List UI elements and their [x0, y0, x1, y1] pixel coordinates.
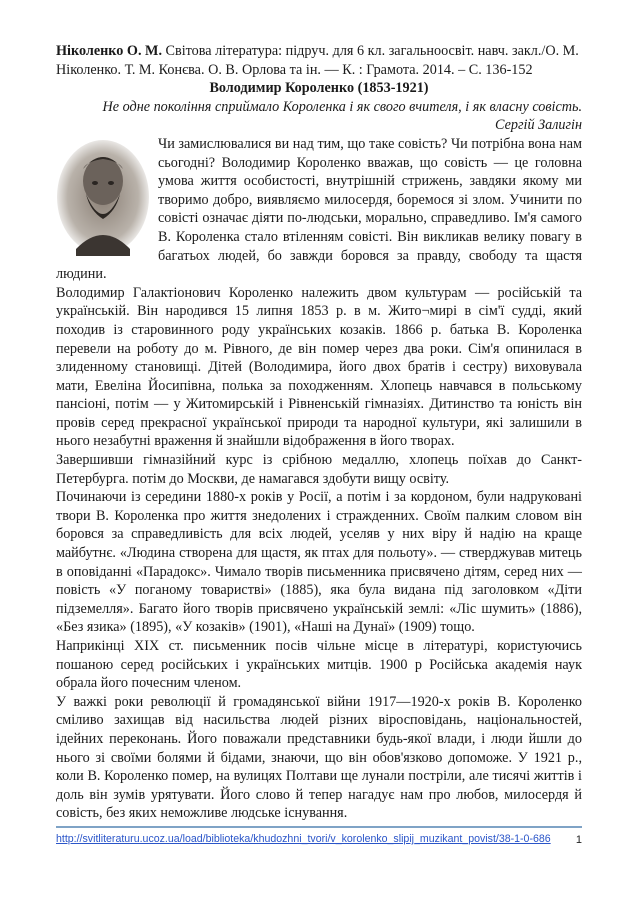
- source-link[interactable]: http://svitliteraturu.ucoz.ua/load/biblioteka/khudozhni_tvori/v_korolenko_slipij_muzikant_povist/38-1-0-686: [56, 833, 551, 845]
- intro-block: [56, 135, 582, 284]
- page-footer: [56, 826, 582, 846]
- paragraph-biography: Володимир Галактіонович Короленко належить двом культурам — російській та українській. Він народився 15 липня 1853 р. в м. Жито¬мирі в сім'ї судді, який походив із старовинного роду українських козаків. 1866 р. батька В. Короленка перевели на роботу до м. Рівного, де він помер через два роки. Сім'я опинилася в злиденному становищі. Дітей (Володимира, його двох братів і сестру) виховувала мати, Евеліна Йосипівна, полька за походженням. Хлопець навчався в польському пансіоні, потім — у Житомирській і Рівненській гімназіях. Дитинство та юність він провів серед прекрасної української природи та народної культури, які залишили в нього незабутні враження й знайшли відображення в його творах.: [56, 284, 582, 450]
- intro-paragraph: Чи замислювалися ви над тим, що таке совість? Чи потрібна вона нам сьогодні? Володимир Короленко вважав, що совість — це головна умова життя особистості, внутрішній стрижень, завдяки якому ми творимо добро, виявляємо милосердя, боремося зі злом. Учинити по совісті означає діяти по-людськи, морально, справедливо. Ім'я самого В. Короленка стало втіленням совісті. Він викликав велику повагу в багатьох людей, бо завжди боровся за правду, свободу та щастя людини.: [56, 135, 582, 283]
- epigraph-author: Сергій Залигін: [495, 117, 582, 134]
- paragraph-works: Починаючи із середини 1880-х років у Росії, а потім і за кордоном, були надруковані твори В. Короленка про життя знедолених і стражденних. Своїм палким словом він боровся за справедливість для всіх людей, уселяв у них віру й надію на краще майбутнє. «Людина створена для щастя, як птах для польоту». — стверджував митець в оповіданні «Парадокс». Чимало творів письменника присвячено дітям, серед них — повість «У поганому товаристві» (1885), яка була видана під заголовком «Діти підземелля». Багато його творів присвячено українській землі: «Ліс шумить» (1886), «Без язика» (1895), «У козаків» (1901), «Наші на Дунаї» (1909) тощо.: [56, 489, 582, 636]
- page-number: 1: [575, 834, 582, 846]
- source-citation: [56, 42, 582, 79]
- paragraph-education: Завершивши гімназійний курс із срібною медаллю, хлопець поїхав до Санкт-Петербурга. потім до Москви, де намагався здобути вищу освіту.: [56, 452, 582, 487]
- epigraph-text: Не одне покоління сприймало Короленка і як свого вчителя, і як власну совість.: [102, 98, 582, 115]
- paragraph-recognition: Наприкінці XIX ст. письменник посів чільне місце в літературі, користуючись пошаною серед російських і українських митців. 1900 р Російська академія наук обрала його почесним членом.: [56, 638, 582, 692]
- document-page: [56, 42, 582, 823]
- paragraph-legacy: У важкі роки революції й громадянської війни 1917—1920-х років В. Короленко сміливо захищав від насильства людей різних віросповідань, національностей, ідейних переконань. Його поважали представники будь-якої влади, і люди йшли до нього зі своїми болями й бідами, знаючи, що він обов'язково допоможе. У 1921 р., коли В. Короленко помер, на вулицях Полтави ще лунали постріли, але тисячі життів і доль він зумів урятувати. Його слово й тепер нагадує нам про любов, милосердя й совість, без яких неможливе людське існування.: [56, 693, 582, 822]
- article-title: Володимир Короленко (1853-1921): [209, 80, 429, 97]
- source-author: Ніколенко О. М.: [56, 43, 162, 59]
- source-details: Світова література: підруч. для 6 кл. загальноосвіт. навч. закл./О. М. Ніколенко. Т. М. Конєва. О. В. Орлова та ін. — К. : Грамота. 2014. – С. 136-152: [56, 43, 579, 78]
- portrait-photo-icon: [56, 139, 150, 256]
